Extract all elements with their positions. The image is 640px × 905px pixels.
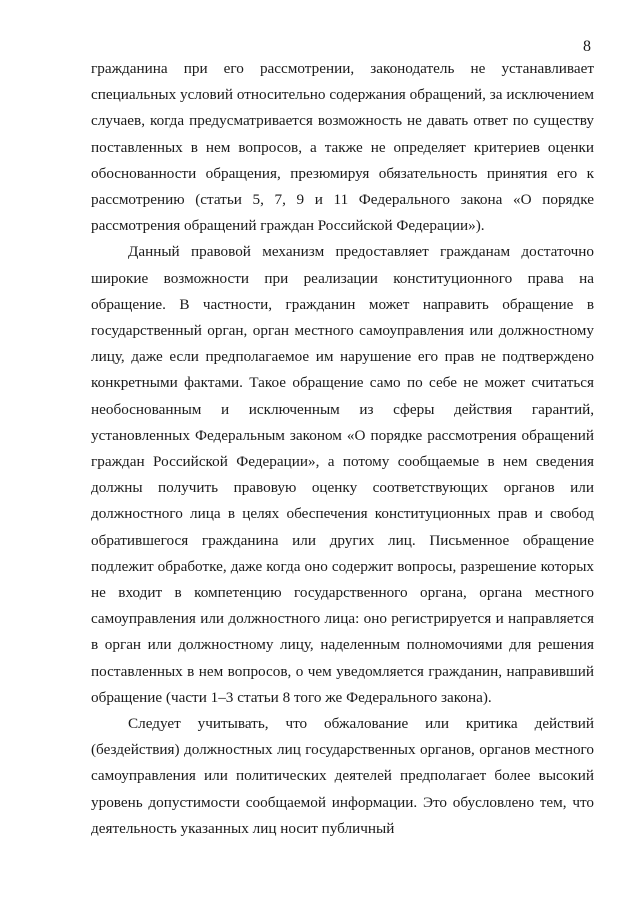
paragraph: Следует учитывать, что обжалование или критика действий (бездействия) должностных лиц государственных органов, органов местного самоуправления или политических деятелей предполагает более высокий уровень допустимости сообщаемой информации. Это обусловлено тем, что деятельность указанных лиц носит публичный [91,715,594,837]
paragraph-continuation: гражданина при его рассмотрении, законодатель не устанавливает специальных условий относительно содержания обращений, за исключением случаев, когда предусматривается возможность не давать ответ по существу поставленных в нем вопросов, а также не определяет критериев оценки обоснованности обращения, презюмируя обязательность принятия его к рассмотрению (статьи 5, 7, 9 и 11 Федерального закона «О порядке рассмотрения обращений граждан Российской Федерации»). [91,60,594,235]
document-body [91,56,594,842]
page-number: 8 [583,38,591,55]
paragraph: Данный правовой механизм предоставляет гражданам достаточно широкие возможности при реализации конституционного права на обращение. В частности, гражданин может направить обращение в государственный орган, орган местного самоуправления или должностному лицу, даже если предполагаемое им нарушение его прав не подтверждено конкретными фактами. Такое обращение само по себе не может считаться необоснованным и исключенным из сферы действия гарантий, установленных Федеральным законом «О порядке рассмотрения обращений граждан Российской Федерации», а потому сообщаемые в нем сведения должны получить правовую оценку соответствующих органов или должностного лица в целях обеспечения конституционных прав и свобод обратившегося гражданина или других лиц. Письменное обращение подлежит обработке, даже когда оно содержит вопросы, разрешение которых не входит в компетенцию государственного органа, органа местного самоуправления или должностного лица: оно регистрируется и направляется в орган или должностному лицу, наделенным полномочиями для решения поставленных в нем вопросов, о чем уведомляется гражданин, направивший обращение (части 1–3 статьи 8 того же Федерального закона). [91,243,594,706]
